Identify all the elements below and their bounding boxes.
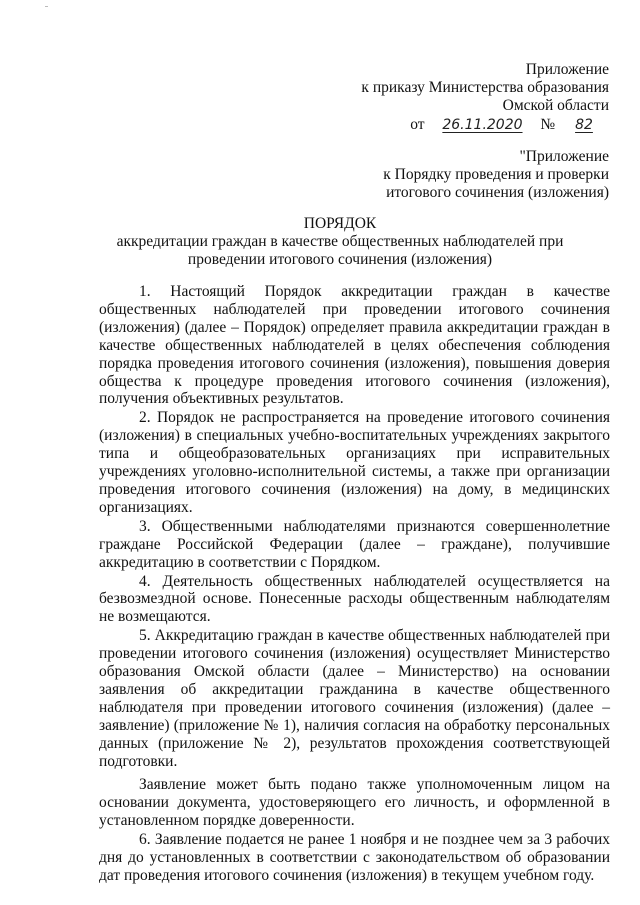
title-main: ПОРЯДОК (303, 215, 377, 232)
scan-speck (45, 6, 48, 7)
document-body (99, 283, 610, 885)
from-label: от (410, 116, 425, 133)
number-label: № (540, 116, 556, 133)
paragraph-6: 6. Заявление подается не ранее 1 ноября и не позднее чем за 3 рабочих дня до установленных в соответствии с законодательством об образовании дат проведения итогового сочинения (изложения) в текущем учебном году. (99, 831, 610, 884)
procedure-reference-line: к Порядку проведения и проверки (383, 166, 609, 183)
order-reference-line (0, 116, 609, 134)
paragraph-3: 3. Общественными наблюдателями признаются совершеннолетние граждане Российской Федерации (далее – граждане), получившие аккредитацию в соответствии с Порядком. (99, 517, 610, 571)
paragraph-1: 1. Настоящий Порядок аккредитации граждан в качестве общественных наблюдателей при проведении итогового сочинения (изложения) (далее – Порядок) определяет правила аккредитации граждан в качестве общественных наблюдателей в целях обеспечения соблюдения порядка проведения итогового сочинения (изложения), повышения доверия общества к процедуре проведения итогового сочинения (изложения), получения объективных результатов. (99, 283, 610, 408)
appendix-header (0, 61, 609, 134)
appendix-region-line: Омской области (502, 97, 609, 114)
document-title (40, 215, 640, 269)
procedure-appendix-label: "Приложение (519, 148, 609, 165)
paragraph-5-note: Заявление может быть подано также уполномоченным лицом на основании документа, удостоверяющего его личность, и оформленной в установленном порядке доверенности. (99, 776, 610, 830)
paragraph-5: 5. Аккредитацию граждан в качестве общественных наблюдателей при проведении итогового сочинения (изложения) осуществляет Министерство образования Омской области (далее – Министерство) на основании заявления об аккредитации гражданина в качестве общественного наблюдателя при проведении итогового сочинения (изложения) (далее – заявление) (приложение № 1), наличия согласия на обработку персональных данных (приложение № 2), результатов прохождения соответствующей подготовки. (99, 627, 610, 770)
procedure-appendix-header (0, 148, 609, 202)
order-date-handwritten: 26.11.2020 (442, 117, 523, 133)
paragraph-4: 4. Деятельность общественных наблюдателей осуществляется на безвозмездной основе. Понесенные расходы общественным наблюдателям не возмещаются. (99, 572, 610, 626)
title-line-2: проведении итогового сочинения (изложения) (187, 251, 493, 268)
appendix-label: Приложение (525, 61, 609, 78)
title-line-1: аккредитации граждан в качестве общественных наблюдателей при (116, 233, 564, 250)
paragraph-2: 2. Порядок не распространяется на проведение итогового сочинения (изложения) в специальных учебно-воспитательных учреждениях закрытого типа и общеобразовательных организациях при исправительных учреждениях уголовно-исполнительной системы, а также при организации проведения итогового сочинения (изложения) на дому, в медицинских организациях. (99, 409, 610, 516)
essay-reference-line: итогового сочинения (изложения) (386, 184, 609, 201)
appendix-order-line: к приказу Министерства образования (361, 79, 609, 96)
order-number-handwritten: 82 (575, 117, 593, 133)
